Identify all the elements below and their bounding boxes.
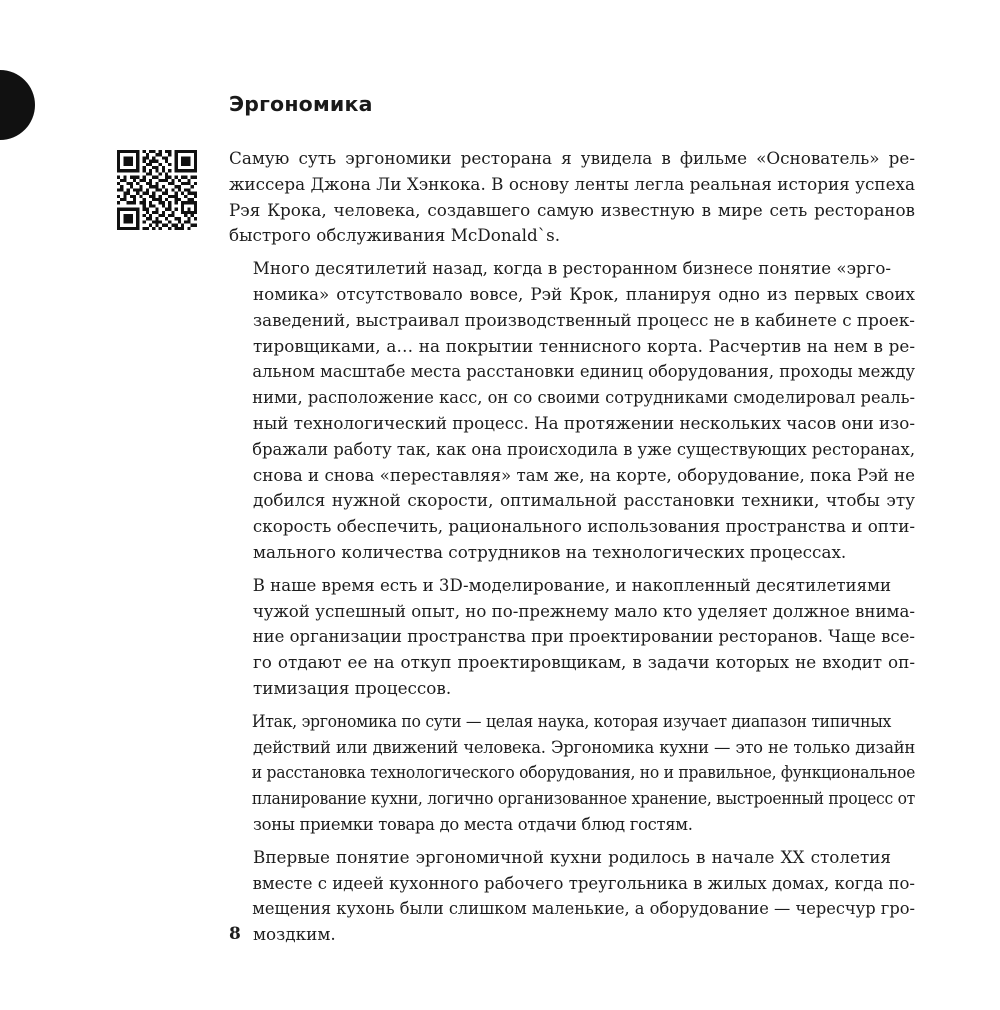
text-line: Самую суть эргономики ресторана я увидела в фильме «Основатель» ре-	[229, 148, 915, 168]
text-line: чужой успешный опыт, но по-прежнему мало кто уделяет должное внима-	[252, 600, 916, 621]
paragraph-4	[229, 709, 915, 838]
text-line: ние организации пространства при проектировании ресторанов. Чаще все-	[252, 626, 916, 647]
paragraph-3	[229, 573, 915, 702]
text-line: скорость обеспечить, рационального использования пространства и опти-	[252, 516, 916, 537]
section-heading: Эргономика	[229, 92, 373, 116]
paragraph-1	[229, 146, 915, 249]
text-line: зоны приемки товара до места отдачи блюд гостям.	[253, 814, 693, 834]
text-line: добился нужной скорости, оптимальной расстановки техники, чтобы эту	[253, 490, 915, 511]
text-line: ный технологический процесс. На протяжении нескольких часов они изо-	[252, 412, 915, 433]
text-line: альном масштабе места расстановки единиц оборудования, проходы между	[252, 361, 916, 382]
text-line: быстрого обслуживания McDonald`s.	[229, 225, 561, 246]
text-line: го отдают ее на откуп проектировщикам, в задачи которых не входит оп-	[253, 652, 915, 673]
text-line: номика» отсутствовало вовсе, Рэй Крок, планируя одно из первых своих	[253, 283, 916, 304]
body-text	[229, 146, 915, 955]
text-line: и расстановка технологического оборудования, но и правильное, функциональное	[251, 763, 916, 783]
text-line: В наше время есть и 3D-моделирование, и накопленный десятилетиями	[252, 574, 892, 595]
text-line: Рэя Крока, человека, создавшего самую известную в мире сеть ресторанов	[229, 199, 916, 220]
text-line: тимизация процессов.	[253, 677, 452, 698]
text-line: ними, расположение касс, он со своими сотрудниками смоделировал реаль-	[252, 387, 916, 408]
qr-code-icon	[117, 150, 197, 230]
text-line: Много десятилетий назад, когда в ресторанном бизнесе понятие «эрго-	[252, 258, 891, 279]
text-line: снова и снова «переставляя» там же, на корте, оборудование, пока Рэй не	[252, 464, 915, 485]
text-line: бражали работу так, как она происходила в уже существующих ресторанах,	[252, 438, 916, 459]
text-line: планирование кухни, логично организованное хранение, выстроенный процесс от	[251, 789, 916, 809]
text-line: мещения кухонь были слишком маленькие, а оборудование — чересчур гро-	[252, 898, 915, 919]
text-line: действий или движений человека. Эргономика кухни — это не только дизайн	[253, 737, 916, 757]
text-line: Итак, эргономика по сути — целая наука, которая изучает диапазон типичных	[251, 711, 892, 731]
text-line: тировщиками, а… на покрытии теннисного корта. Расчертив на нем в ре-	[253, 335, 915, 356]
paragraph-2	[229, 256, 915, 566]
paragraph-5	[229, 845, 915, 948]
chapter-edge-tab	[0, 70, 35, 140]
text-line: мального количества сотрудников на технологических процессах.	[253, 541, 847, 562]
text-line: заведений, выстраивал производственный процесс не в кабинете с проек-	[252, 309, 915, 330]
page-number: 8	[229, 924, 241, 944]
text-line: жиссера Джона Ли Хэнкока. В основу ленты легла реальная история успеха	[229, 173, 915, 194]
text-line: Впервые понятие эргономичной кухни родилось в начале XX столетия	[253, 846, 892, 867]
text-line: вместе с идеей кухонного рабочего треугольника в жилых домах, когда по-	[252, 872, 916, 893]
text-line: моздким.	[253, 924, 336, 945]
